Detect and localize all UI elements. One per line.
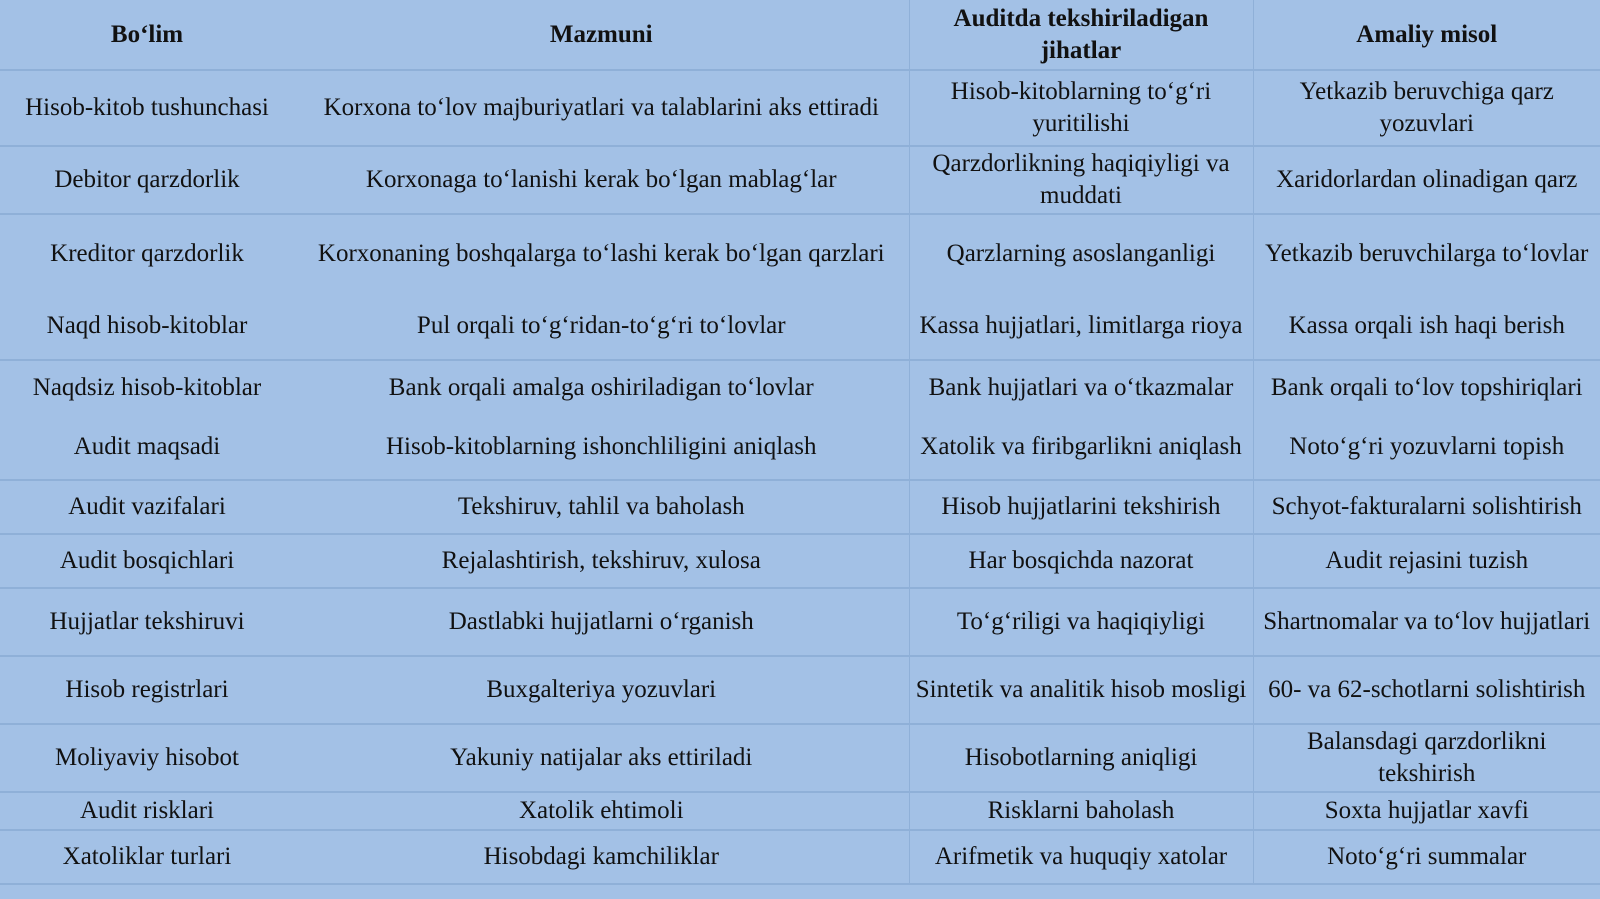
table-cell: Dastlabki hujjatlarni o‘rganish bbox=[448, 608, 754, 635]
table-row bbox=[0, 414, 1600, 480]
table-cell: Kassa hujjatlari, limitlarga rioya bbox=[909, 292, 1253, 360]
table-cell: Tekshiruv, tahlil va baholash bbox=[457, 493, 745, 520]
table-cell: Yetkazib beruvchilarga to‘lovlar bbox=[1253, 214, 1600, 292]
table-cell: Audit bosqichlari bbox=[59, 547, 235, 574]
table-cell: Yakuniy natijalar aks ettiriladi bbox=[450, 744, 753, 771]
table-cell: Arifmetik va huquqiy xatolar bbox=[909, 830, 1253, 884]
table-cell: Sintetik va analitik hisob mosligi bbox=[909, 656, 1253, 724]
table-row bbox=[0, 146, 1600, 214]
table-cell: Hujjatlar tekshiruvi bbox=[49, 608, 245, 635]
table-row bbox=[0, 70, 1600, 146]
table-cell: Noto‘g‘ri summalar bbox=[1253, 830, 1600, 884]
table-cell: Xatoliklar turlari bbox=[62, 843, 232, 870]
table-cell: Hisobotlarning aniqligi bbox=[909, 724, 1253, 792]
table-cell: Xatolik ehtimoli bbox=[518, 797, 684, 824]
table-row bbox=[0, 588, 1600, 656]
table-row bbox=[0, 360, 1600, 414]
table-cell: 60- va 62-schotlarni solishtirish bbox=[1253, 656, 1600, 724]
table-cell: Qarzdorlikning haqiqiyligi va muddati bbox=[909, 146, 1253, 214]
header-mazmuni: Mazmuni bbox=[294, 0, 909, 70]
table-cell: Bank orqali amalga oshiriladigan to‘lovlar bbox=[388, 373, 814, 401]
table-cell: Qarzlarning asoslanganligi bbox=[909, 214, 1253, 292]
table-row bbox=[0, 830, 1600, 884]
table-cell: Rejalashtirish, tekshiruv, xulosa bbox=[441, 547, 761, 574]
table-cell: Balansdagi qarzdorlikni tekshirish bbox=[1253, 724, 1600, 792]
header-bolim: Bo‘lim bbox=[0, 0, 294, 70]
table-cell: Yetkazib beruvchiga qarz yozuvlari bbox=[1253, 70, 1600, 146]
table-cell: Soxta hujjatlar xavfi bbox=[1253, 792, 1600, 830]
table-cell: Audit maqsadi bbox=[73, 432, 221, 460]
table-cell: Kassa orqali ish haqi berish bbox=[1253, 292, 1600, 360]
table-cell: Noto‘g‘ri yozuvlarni topish bbox=[1253, 414, 1600, 480]
table-cell: Xaridorlardan olinadigan qarz bbox=[1253, 146, 1600, 214]
table-cell: Hisob hujjatlarini tekshirish bbox=[909, 480, 1253, 534]
table-cell: Korxonaga to‘lanishi kerak bo‘lgan mablag‘lar bbox=[365, 166, 837, 193]
table-row bbox=[0, 292, 1600, 360]
table-cell: Naqdsiz hisob-kitoblar bbox=[32, 373, 262, 401]
header-amaliy-misol: Amaliy misol bbox=[1253, 0, 1600, 70]
table-cell: Xatolik va firibgarlikni aniqlash bbox=[909, 414, 1253, 480]
table-cell: Korxonaning boshqalarga to‘lashi kerak bo‘lgan qarzlari bbox=[317, 239, 885, 267]
header-auditda-jihatlar: Auditda tekshiriladigan jihatlar bbox=[909, 0, 1253, 70]
table-cell: Schyot-fakturalarni solishtirish bbox=[1253, 480, 1600, 534]
table-cell: Hisob-kitoblarning ishonchliligini aniqlash bbox=[385, 432, 817, 460]
table-cell: Korxona to‘lov majburiyatlari va talablarini aks ettiradi bbox=[323, 94, 879, 121]
table-cell: Hisob-kitoblarning to‘g‘ri yuritilishi bbox=[909, 70, 1253, 146]
table-cell: Naqd hisob-kitoblar bbox=[46, 311, 248, 339]
table-cell: Buxgalteriya yozuvlari bbox=[486, 676, 717, 703]
table-cell: Pul orqali to‘g‘ridan-to‘g‘ri to‘lovlar bbox=[416, 311, 786, 339]
table-cell: Shartnomalar va to‘lov hujjatlari bbox=[1253, 588, 1600, 656]
table-cell: Har bosqichda nazorat bbox=[909, 534, 1253, 588]
table-row bbox=[0, 792, 1600, 830]
table-cell: Audit rejasini tuzish bbox=[1253, 534, 1600, 588]
table-cell: Audit risklari bbox=[79, 797, 214, 824]
table-cell: Moliyaviy hisobot bbox=[54, 744, 240, 771]
table-cell: Audit vazifalari bbox=[68, 493, 226, 520]
table-row bbox=[0, 724, 1600, 792]
table-row bbox=[0, 480, 1600, 534]
table-row bbox=[0, 214, 1600, 292]
table-cell: Kreditor qarzdorlik bbox=[50, 239, 244, 267]
table-cell: Hisob registrlari bbox=[65, 676, 229, 703]
table-row bbox=[0, 656, 1600, 724]
table-cell: Bank orqali to‘lov topshiriqlari bbox=[1253, 360, 1600, 414]
table-cell: Hisob-kitob tushunchasi bbox=[25, 94, 269, 121]
table-cell: Bank hujjatlari va o‘tkazmalar bbox=[909, 360, 1253, 414]
table-cell: Debitor qarzdorlik bbox=[54, 166, 240, 193]
table-cell: Risklarni baholash bbox=[909, 792, 1253, 830]
table-cell: To‘g‘riligi va haqiqiyligi bbox=[909, 588, 1253, 656]
table-header-row bbox=[0, 0, 1600, 70]
table-cell: Hisobdagi kamchiliklar bbox=[483, 843, 719, 870]
table-row bbox=[0, 534, 1600, 588]
